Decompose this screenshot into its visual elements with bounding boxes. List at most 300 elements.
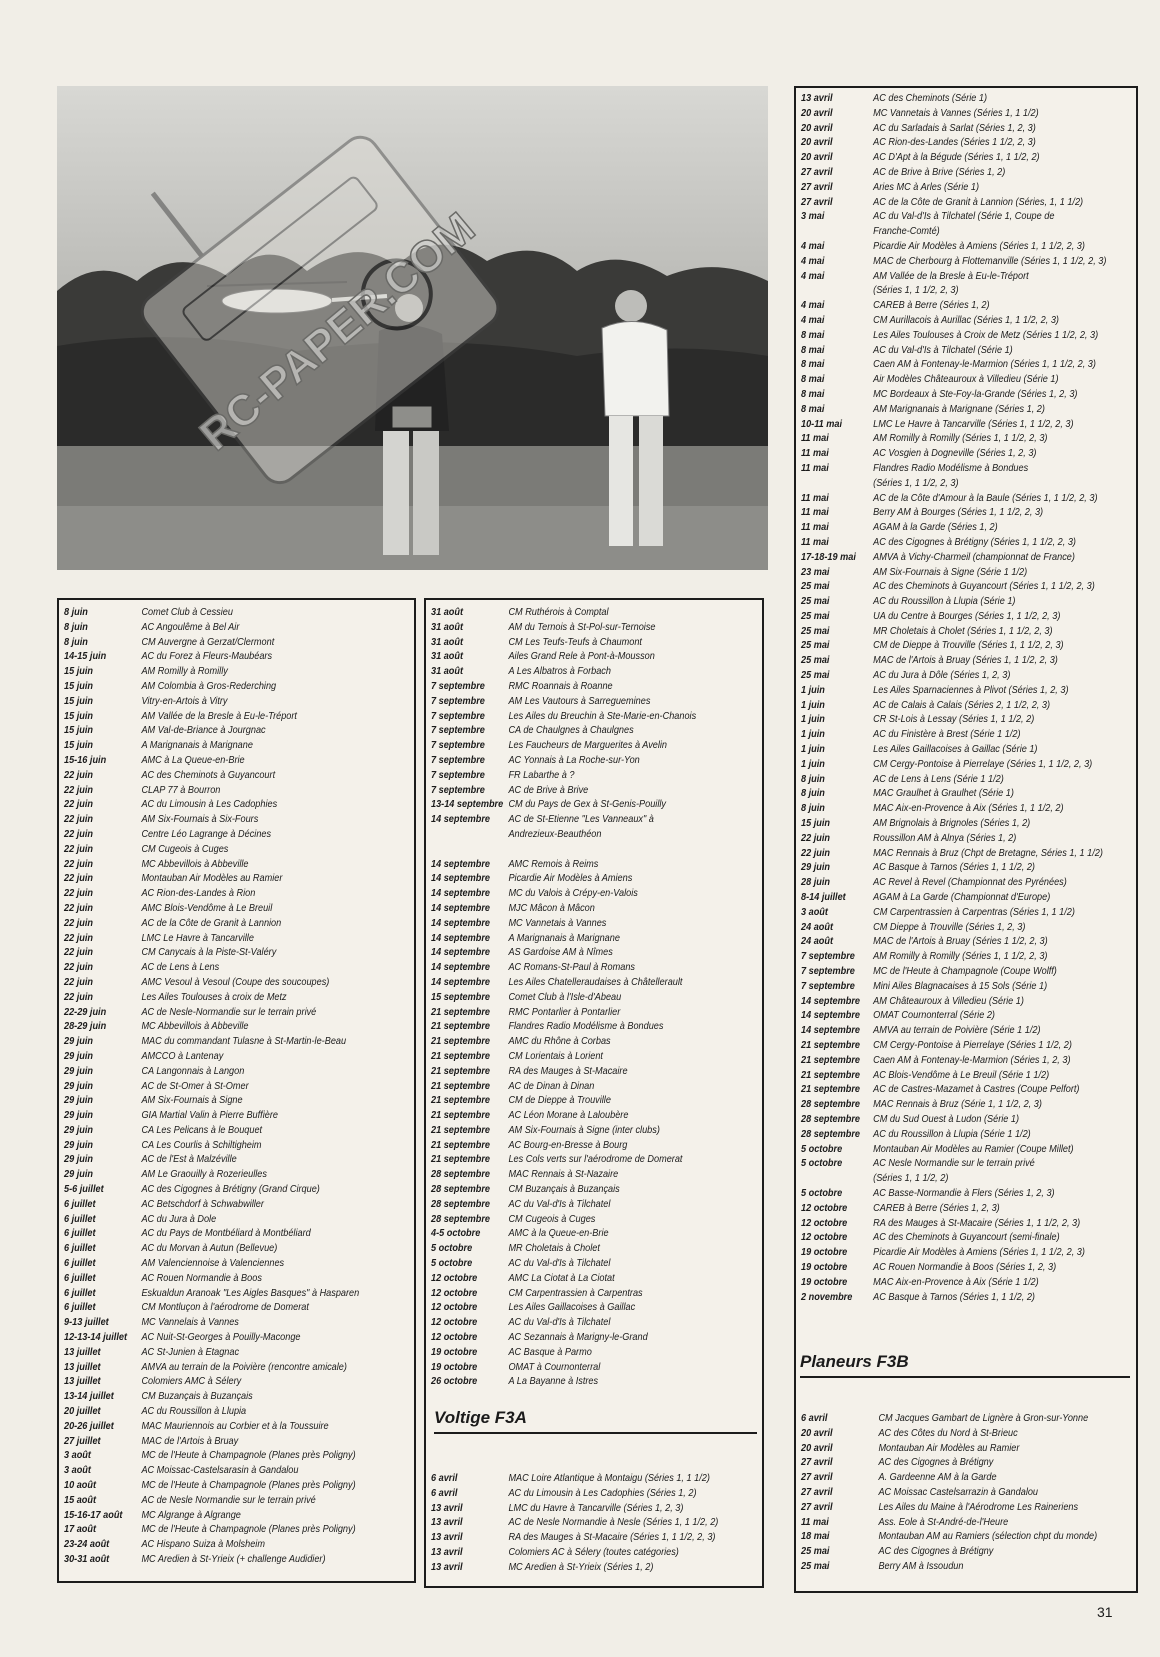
event-description: CM Dieppe à Trouville (Séries 1, 2, 3)	[873, 921, 1026, 933]
event-date: 21 septembre	[431, 1065, 490, 1077]
calendar-row	[801, 1172, 1106, 1187]
calendar-row	[801, 610, 1106, 625]
event-description: AC Romans-St-Paul à Romans	[508, 962, 635, 974]
calendar-row	[801, 1143, 1106, 1158]
event-description: AC de Calais à Calais (Séries 2, 1 1/2, 2, 3)	[873, 699, 1051, 711]
event-description: AC de l'Est à Malzéville	[141, 1154, 237, 1166]
event-description: Les Faucheurs de Marguerites à Avelin	[508, 740, 668, 752]
event-date: 8 juin	[64, 607, 88, 618]
calendar-row	[801, 136, 1106, 151]
event-description: AS Gardoise AM à Nîmes	[508, 947, 613, 959]
event-description: CM Jacques Gambart de Lignère à Gron-sur-Yonne	[878, 1413, 1089, 1424]
event-date: 8 mai	[801, 329, 825, 341]
event-description: (Séries 1, 1 1/2, 2)	[873, 1173, 949, 1185]
event-description: Roussillon AM à Alnya (Séries 1, 2)	[873, 832, 1017, 844]
event-description: Eskualdun Aranoak "Les Aigles Basques" à Hasparen	[141, 1287, 360, 1299]
event-description: AC du Val-d'Is à Tilchatel	[508, 1258, 611, 1270]
event-date: 3 août	[64, 1450, 91, 1462]
event-description: Air Modèles Châteauroux à Villedieu (Série 1)	[873, 374, 1059, 386]
event-description: RA des Mauges à St-Macaire (Séries 1, 1 1/2, 2, 3)	[873, 1217, 1081, 1229]
calendar-row	[801, 787, 1106, 802]
calendar-row	[801, 358, 1106, 373]
calendar-row	[431, 636, 696, 651]
calendar-row	[64, 932, 359, 947]
calendar-row	[801, 506, 1106, 521]
calendar-row	[431, 784, 696, 799]
event-description: AM Brignolais à Brignoles (Séries 1, 2)	[873, 818, 1031, 830]
event-date: 8 juin	[801, 788, 825, 800]
event-description: Les Ailes Chatelleraudaises à Châtellerault	[508, 976, 683, 988]
event-date: 25 mai	[801, 625, 830, 637]
event-date: 15 juin	[64, 680, 93, 692]
event-description: Ailes Grand Rele à Pont-à-Mousson	[508, 651, 655, 663]
event-date: 20 avril	[801, 107, 833, 119]
event-description: CA Les Courlis à Schiltigheim	[141, 1139, 262, 1151]
event-date: 29 juin	[64, 1095, 93, 1107]
calendar-row	[431, 739, 696, 754]
event-description: MAC Rennais à Bruz (Série 1, 1 1/2, 2, 3)	[873, 1099, 1042, 1111]
event-date: 22 juin	[64, 902, 93, 914]
event-description: Ass. Eole à St-André-de-l'Heure	[878, 1516, 1009, 1528]
calendar-row	[801, 122, 1106, 137]
event-date: 13 avril	[431, 1517, 463, 1529]
event-date: 28 juin	[801, 877, 830, 889]
calendar-row	[801, 1039, 1106, 1054]
calendar-row	[64, 1065, 359, 1080]
event-description: CM Buzançais à Buzançais	[508, 1184, 620, 1196]
event-date	[431, 828, 508, 843]
event-description: AC Basse-Normandie à Flers (Séries 1, 2, 3)	[873, 1187, 1055, 1199]
calendar-row	[64, 872, 359, 887]
calendar-row	[64, 1287, 359, 1302]
calendar-row	[801, 1276, 1106, 1291]
event-description: OMAT Cournonterral (Série 2)	[873, 1010, 995, 1022]
event-description: Les Cols verts sur l'aérodrome de Domerat	[508, 1154, 683, 1166]
calendar-row	[64, 1183, 359, 1198]
calendar-row	[64, 1139, 359, 1154]
calendar-row	[801, 861, 1106, 876]
calendar-row	[801, 329, 1106, 344]
event-description: CM Buzançais à Buzançais	[141, 1391, 253, 1403]
calendar-row	[801, 240, 1106, 255]
event-date: 12 octobre	[801, 1202, 848, 1214]
calendar-row	[431, 680, 696, 695]
event-date: 22 juin	[64, 843, 93, 855]
event-date: 7 septembre	[431, 710, 485, 722]
calendar-row	[801, 891, 1106, 906]
calendar-row	[801, 1083, 1106, 1098]
calendar-row	[64, 680, 359, 695]
calendar-row	[431, 1168, 696, 1183]
event-date: 21 septembre	[801, 1054, 860, 1066]
event-date: 7 septembre	[801, 980, 855, 992]
event-date: 12 octobre	[431, 1317, 478, 1329]
event-date: 26 octobre	[431, 1376, 478, 1388]
calendar-row	[431, 754, 696, 769]
event-description: AC du Limousin à Les Cadophies	[141, 799, 278, 811]
event-description: Les Ailes Toulouses à croix de Metz	[141, 991, 287, 1003]
event-date: 25 mai	[801, 610, 830, 622]
event-date: 31 août	[431, 607, 464, 618]
event-date: 15 juin	[64, 725, 93, 737]
event-description: MR Choletais à Cholet	[508, 1243, 600, 1255]
event-date: 22 juin	[64, 858, 93, 870]
event-description: MAC Aix-en-Provence à Aix (Série 1 1/2)	[873, 1276, 1039, 1288]
calendar-row	[431, 1153, 696, 1168]
event-date: 20-26 juillet	[64, 1420, 114, 1432]
calendar-row	[431, 1331, 696, 1346]
calendar-row	[64, 1109, 359, 1124]
event-date: 5 octobre	[431, 1258, 473, 1270]
calendar-row	[64, 1213, 359, 1228]
event-date: 8 mai	[801, 403, 825, 415]
event-description: (Séries 1, 1 1/2, 2, 3)	[873, 477, 959, 489]
event-date: 27 avril	[801, 1501, 833, 1513]
calendar-row	[431, 813, 696, 828]
event-description: AC Bourg-en-Bresse à Bourg	[508, 1139, 628, 1151]
calendar-row	[431, 1516, 718, 1531]
event-date: 5 octobre	[431, 1243, 473, 1255]
event-description: AC de Brive à Brive (Séries 1, 2)	[873, 166, 1006, 178]
calendar-row	[64, 1257, 359, 1272]
calendar-row	[431, 1065, 696, 1080]
event-date: 14 septembre	[801, 1010, 860, 1022]
calendar-row	[64, 917, 359, 932]
event-date: 27 avril	[801, 1486, 833, 1498]
event-description: AC de la Côte d'Amour à la Baule (Séries 1, 1 1/2, 2, 3)	[873, 492, 1098, 504]
calendar-row	[431, 1050, 696, 1065]
event-description: MAC Loire Atlantique à Montaigu (Séries 1, 1 1/2)	[508, 1473, 710, 1484]
event-description: AC Rouen Normandie à Boos	[141, 1272, 262, 1284]
calendar-row	[431, 991, 696, 1006]
event-date: 6 juillet	[64, 1243, 96, 1255]
event-date: 29 juin	[64, 1169, 93, 1181]
event-date: 14 septembre	[801, 995, 860, 1007]
event-date: 30-31 août	[64, 1554, 110, 1565]
event-description: AM Six-Fournais à Signe (inter clubs)	[508, 1124, 660, 1136]
event-date: 28 septembre	[431, 1198, 490, 1210]
calendar-row	[431, 858, 696, 873]
calendar-row	[431, 621, 696, 636]
event-date: 6 juillet	[64, 1213, 96, 1225]
calendar-row	[801, 1128, 1106, 1143]
event-description: MC du Valois à Crépy-en-Valois	[508, 888, 638, 900]
calendar-list-a	[64, 606, 359, 1568]
event-description: AMVA à Vichy-Charmeil (championnat de France)	[873, 551, 1075, 563]
event-description: AGAM à la Garde (Séries 1, 2)	[873, 522, 998, 534]
event-date: 21 septembre	[431, 1124, 490, 1136]
event-date: 24 août	[801, 936, 834, 948]
event-date: 14 septembre	[431, 814, 490, 826]
section-rule-voltige	[434, 1432, 757, 1434]
event-description: AMC La Ciotat à La Ciotat	[508, 1272, 615, 1284]
event-description: CLAP 77 à Bourron	[141, 784, 221, 796]
event-date: 14 septembre	[431, 917, 490, 929]
event-description: AMC Blois-Vendôme à Le Breuil	[141, 902, 273, 914]
event-date: 8 juin	[801, 773, 825, 785]
event-description: AC Revel à Revel (Championnat des Pyrénées)	[873, 877, 1067, 889]
event-date: 11 mai	[801, 536, 829, 548]
event-date: 4-5 octobre	[431, 1228, 481, 1240]
event-date: 21 septembre	[431, 1050, 490, 1062]
calendar-row	[801, 580, 1106, 595]
event-date: 11 mai	[801, 492, 829, 504]
event-date: 8 juin	[64, 636, 88, 648]
calendar-row	[431, 1272, 696, 1287]
calendar-row	[431, 1531, 718, 1546]
calendar-row	[801, 270, 1106, 285]
event-description: AC de Dinan à Dinan	[508, 1080, 595, 1092]
calendar-row	[801, 654, 1106, 669]
event-description: AGAM à La Garde (Championnat d'Europe)	[873, 892, 1051, 904]
event-description: CA de Chaulgnes à Chaulgnes	[508, 725, 634, 737]
event-date: 22 juin	[64, 991, 93, 1003]
calendar-row	[801, 225, 1106, 240]
event-date: 1 juin	[801, 699, 825, 711]
event-description: AM Romilly à Romilly (Séries 1, 1 1/2, 2, 3)	[873, 951, 1048, 963]
calendar-box-left	[57, 598, 416, 1583]
calendar-row	[801, 773, 1106, 788]
event-description: A Les Albatros à Forbach	[508, 666, 611, 678]
event-description: Comet Club à Cessieu	[141, 607, 233, 618]
calendar-row	[801, 935, 1106, 950]
event-date: 4 mai	[801, 314, 825, 326]
calendar-row	[801, 1246, 1106, 1261]
event-date: 17 août	[64, 1524, 97, 1536]
event-date: 31 août	[431, 651, 464, 663]
calendar-row	[64, 695, 359, 710]
calendar-row	[801, 950, 1106, 965]
calendar-row	[64, 1094, 359, 1109]
event-description: MAC de l'Artois à Bruay	[141, 1435, 239, 1447]
event-description: AC du Jura à Dôle (Séries 1, 2, 3)	[873, 670, 1011, 682]
calendar-row	[801, 1501, 1097, 1516]
calendar-row	[64, 665, 359, 680]
event-description: AC Nesle Normandie sur le terrain privé	[873, 1158, 1035, 1170]
event-date: 13-14 septembre	[431, 799, 504, 811]
event-date: 13 avril	[431, 1532, 463, 1544]
event-date: 27 avril	[801, 196, 833, 208]
calendar-row	[64, 636, 359, 651]
calendar-box-right	[794, 86, 1138, 1593]
event-description: AC de Lens à Lens (Série 1 1/2)	[873, 773, 1004, 785]
calendar-row	[801, 1442, 1097, 1457]
event-date: 29 juin	[64, 1154, 93, 1166]
section-heading-voltige: Voltige F3A	[434, 1408, 527, 1427]
calendar-row	[801, 551, 1106, 566]
event-date: 7 septembre	[431, 725, 485, 737]
event-date: 1 juin	[801, 714, 825, 726]
event-date: 22 juin	[64, 828, 93, 840]
calendar-row	[801, 403, 1106, 418]
event-date: 24 août	[801, 921, 834, 933]
event-date: 4 mai	[801, 300, 825, 312]
event-date: 22 juin	[64, 784, 93, 796]
event-description: CM Aurillacois à Aurillac (Séries 1, 1 1/2, 2, 3)	[873, 314, 1059, 326]
event-description: RMC Roannais à Roanne	[508, 680, 613, 692]
calendar-list-c	[801, 92, 1106, 1305]
event-description: AC Rouen Normandie à Boos (Séries 1, 2, 3)	[873, 1261, 1057, 1273]
event-date: 7 septembre	[431, 769, 485, 781]
calendar-row	[801, 1427, 1097, 1442]
calendar-row	[801, 536, 1106, 551]
calendar-row	[431, 976, 696, 991]
event-date: 22 juin	[64, 976, 93, 988]
event-date: 6 avril	[431, 1473, 458, 1484]
event-date: 8 mai	[801, 359, 825, 371]
calendar-row	[801, 743, 1106, 758]
event-description: AC de la Côte de Granit à Lannion	[141, 917, 282, 929]
event-date: 15 juin	[64, 710, 93, 722]
event-date: 19 octobre	[431, 1346, 478, 1358]
event-description: AM Le Graouilly à Rozerieulles	[141, 1169, 267, 1181]
event-date: 11 mai	[801, 507, 829, 519]
calendar-row	[431, 1242, 696, 1257]
event-date: 12 octobre	[431, 1272, 478, 1284]
event-date: 29 juin	[64, 1124, 93, 1136]
event-date: 22 juin	[64, 962, 93, 974]
event-date: 28 septembre	[801, 1099, 860, 1111]
event-description: AC Basque à Tarnos (Séries 1, 1 1/2, 2)	[873, 1291, 1035, 1303]
event-date	[801, 477, 873, 492]
event-description: MR Choletais à Cholet (Séries 1, 1 1/2, 2, 3)	[873, 625, 1053, 637]
event-date: 29 juin	[64, 1065, 93, 1077]
calendar-row	[64, 1494, 359, 1509]
event-date: 13 avril	[431, 1502, 463, 1514]
event-date: 6 juillet	[64, 1272, 96, 1284]
calendar-row	[431, 1080, 696, 1095]
event-description: A La Bayanne à Istres	[508, 1376, 599, 1388]
calendar-row	[801, 1157, 1106, 1172]
event-description: MC Aredien à St-Yrieix (Séries 1, 2)	[508, 1561, 654, 1573]
event-date: 11 mai	[801, 433, 829, 445]
event-date: 12 octobre	[431, 1332, 478, 1344]
event-date: 21 septembre	[801, 1084, 860, 1096]
calendar-row	[64, 1390, 359, 1405]
event-date: 15 juin	[801, 818, 830, 830]
event-description: CM Cugeois à Cuges	[508, 1213, 596, 1225]
event-date: 7 septembre	[801, 966, 855, 978]
event-description: Colomiers AC à Sélery (toutes catégories)	[508, 1546, 679, 1558]
event-date: 9-13 juillet	[64, 1317, 109, 1329]
calendar-row	[801, 995, 1106, 1010]
event-description: Centre Léo Lagrange à Décines	[141, 828, 272, 840]
event-description: CM Montluçon à l'aérodrome de Domerat	[141, 1302, 309, 1314]
event-date: 21 septembre	[431, 1154, 490, 1166]
event-date: 22 juin	[64, 947, 93, 959]
event-description: AM Les Vautours à Sarreguemines	[508, 695, 651, 707]
event-description: Franche-Comté)	[873, 226, 940, 238]
calendar-row	[431, 1546, 718, 1561]
event-date: 15 septembre	[431, 991, 490, 1003]
event-date: 15-16 juin	[64, 754, 107, 766]
calendar-row	[64, 1301, 359, 1316]
calendar-row	[64, 843, 359, 858]
event-date: 21 septembre	[431, 1006, 490, 1018]
calendar-row	[431, 1227, 696, 1242]
event-date: 10-11 mai	[801, 418, 843, 430]
event-description: GIA Martial Valin à Pierre Buffière	[141, 1110, 278, 1122]
event-date: 10 août	[64, 1480, 97, 1492]
event-date: 29 juin	[801, 862, 830, 874]
calendar-row	[64, 1405, 359, 1420]
event-date: 7 septembre	[431, 754, 485, 766]
calendar-row	[64, 1035, 359, 1050]
event-date: 21 septembre	[431, 1036, 490, 1048]
calendar-row	[64, 1020, 359, 1035]
event-description: MC Vannelais à Vannes	[141, 1317, 239, 1329]
event-description: AC de Nesle Normandie sur le terrain privé	[141, 1494, 316, 1506]
event-description: AC Rion-des-Landes à Rion	[141, 888, 256, 900]
event-description: AC Léon Morane à Laloubère	[508, 1110, 629, 1122]
calendar-row	[64, 1375, 359, 1390]
event-date: 12 octobre	[431, 1302, 478, 1314]
calendar-row	[431, 769, 696, 784]
event-date	[801, 225, 873, 240]
event-date: 22 juin	[64, 814, 93, 826]
calendar-row	[801, 758, 1106, 773]
calendar-row	[801, 669, 1106, 684]
calendar-row	[64, 1538, 359, 1553]
event-description: AM Vallée de la Bresle à Eu-le-Tréport	[141, 710, 297, 722]
event-description: MC Abbevillois à Abbeville	[141, 1021, 249, 1033]
event-description: Berry AM à Bourges (Séries 1, 1 1/2, 2, 3)	[873, 507, 1044, 519]
event-description: AC du Val-d'Is à Tilchatel (Série 1)	[873, 344, 1013, 356]
calendar-row	[431, 1287, 696, 1302]
event-date: 27 avril	[801, 181, 833, 193]
calendar-row	[801, 1516, 1097, 1531]
event-description: MAC Graulhet à Graulhet (Série 1)	[873, 788, 1014, 800]
event-description: MAC de l'Artois à Bruay (Séries 1, 1 1/2, 2, 3)	[873, 655, 1058, 667]
event-date: 14 septembre	[431, 888, 490, 900]
event-date: 21 septembre	[431, 1139, 490, 1151]
event-date	[431, 843, 508, 858]
calendar-row	[801, 802, 1106, 817]
event-description: CM de Dieppe à Trouville	[508, 1095, 611, 1107]
event-description: AMVA au terrain de Poivière (Série 1 1/2)	[873, 1025, 1041, 1037]
calendar-row	[801, 1217, 1106, 1232]
event-description: FR Labarthe à ?	[508, 769, 575, 781]
event-description: Berry AM à Issoudun	[878, 1560, 964, 1572]
calendar-row	[431, 1109, 696, 1124]
event-description: AC du Sarladais à Sarlat (Séries 1, 2, 3)	[873, 122, 1036, 134]
calendar-row	[801, 699, 1106, 714]
event-description: MC Algrange à Algrange	[141, 1509, 241, 1521]
event-date: 11 mai	[801, 448, 829, 460]
event-description: RMC Pontarlier à Pontarlier	[508, 1006, 621, 1018]
calendar-row	[64, 1227, 359, 1242]
event-description: AC des Cigognes à Brétigny (Grand Cirque)	[141, 1184, 320, 1196]
event-description: AC de Nesle-Normandie sur le terrain privé	[141, 1006, 317, 1018]
event-date: 22 juin	[801, 847, 830, 859]
calendar-row	[64, 1316, 359, 1331]
event-description: AM Val-de-Briance à Jourgnac	[141, 725, 266, 737]
event-date: 1 juin	[801, 729, 825, 741]
event-description: AC Betschdorf à Schwabwiller	[141, 1198, 264, 1210]
event-description: MAC Mauriennois au Corbier et à la Toussuire	[141, 1420, 329, 1432]
event-description: Les Ailes Sparnaciennes à Plivot (Séries 1, 2, 3)	[873, 684, 1069, 696]
event-date: 8 mai	[801, 344, 825, 356]
event-description: CM Ruthérois à Comptal	[508, 607, 609, 618]
event-date: 5 octobre	[801, 1158, 843, 1170]
event-description: AMC Remois à Reims	[508, 858, 599, 870]
event-date: 12-13-14 juillet	[64, 1332, 128, 1344]
event-description: AC des Cigognes à Brétigny	[878, 1457, 994, 1469]
event-date: 21 septembre	[431, 1021, 490, 1033]
calendar-row	[64, 1198, 359, 1213]
event-date: 8-14 juillet	[801, 892, 846, 904]
event-date: 8 juin	[64, 621, 88, 633]
